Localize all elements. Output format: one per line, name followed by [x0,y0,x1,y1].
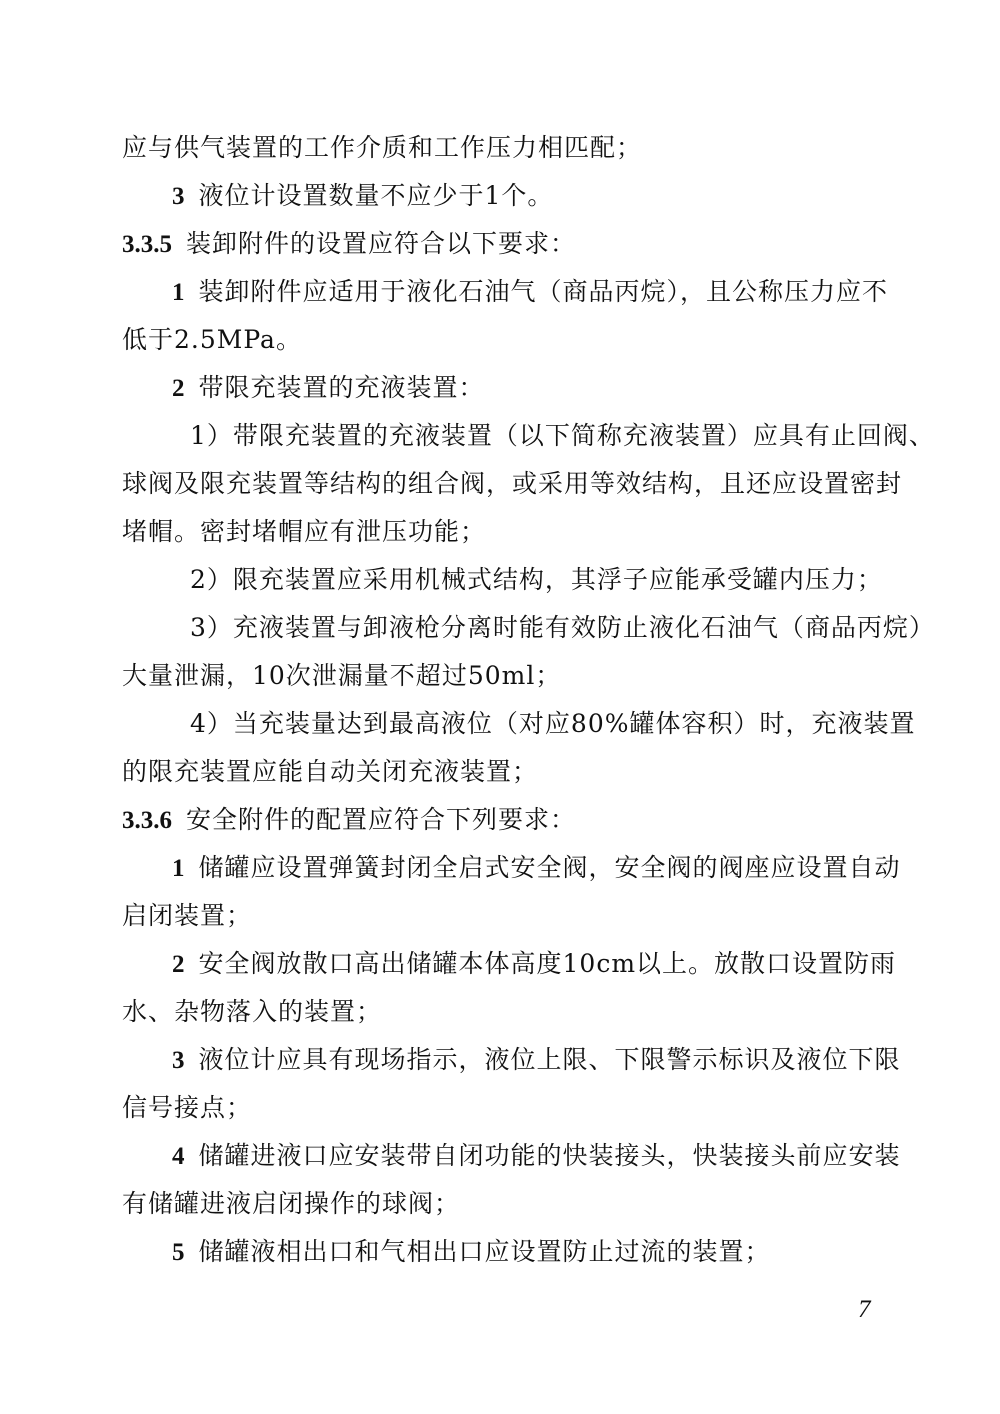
text-line: 水、杂物落入的装置； [122,997,383,1026]
text-line: 球阀及限充装置等结构的组合阀，或采用等效结构，且还应设置密封 [122,469,903,498]
list-item: 5 储罐液相出口和气相出口应设置防止过流的装置； [172,1237,771,1266]
text-line: 有储罐进液启闭操作的球阀； [122,1189,461,1218]
item-number: 3 [172,183,185,210]
sub-item: 2）限充装置应采用机械式结构，其浮子应能承受罐内压力； [190,565,883,594]
list-item: 1 装卸附件应适用于液化石油气（商品丙烷），且公称压力应不 [172,277,889,306]
list-item: 2 安全阀放散口高出储罐本体高度10cm以上。放散口设置防雨 [172,949,897,978]
sub-item: 4）当充装量达到最高液位（对应80%罐体容积）时，充液装置 [190,709,916,738]
list-item: 2 带限充装置的充液装置： [172,373,485,402]
clause-heading: 3.3.5 装卸附件的设置应符合以下要求： [122,229,577,258]
list-item: 3 液位计应具有现场指示，液位上限、下限警示标识及液位下限 [172,1045,901,1074]
list-item: 3 液位计设置数量不应少于1个。 [172,181,554,210]
text-line: 大量泄漏，10次泄漏量不超过50ml； [122,661,562,690]
clause-heading: 3.3.6 安全附件的配置应符合下列要求： [122,805,577,834]
item-number: 3 [172,1047,185,1074]
clause-number: 3.3.6 [122,807,172,834]
page-number: 7 [858,1296,871,1323]
text-line: 堵帽。密封堵帽应有泄压功能； [122,517,487,546]
text-line: 低于2.5MPa。 [122,325,302,354]
clause-number: 3.3.5 [122,231,172,258]
text-line: 启闭装置； [122,901,253,930]
item-number: 2 [172,951,185,978]
sub-item: 3）充液装置与卸液枪分离时能有效防止液化石油气（商品丙烷） [190,613,935,642]
item-number: 5 [172,1239,185,1266]
text-line: 的限充装置应能自动关闭充液装置； [122,757,539,786]
text-line: 信号接点； [122,1093,253,1122]
item-number: 4 [172,1143,185,1170]
list-item: 1 储罐应设置弹簧封闭全启式安全阀，安全阀的阀座应设置自动 [172,853,901,882]
list-item: 4 储罐进液口应安装带自闭功能的快装接头，快装接头前应安装 [172,1141,901,1170]
item-number: 1 [172,855,185,882]
sub-item: 1）带限充装置的充液装置（以下简称充液装置）应具有止回阀、 [190,421,935,450]
item-number: 1 [172,279,185,306]
text-line: 应与供气装置的工作介质和工作压力相匹配； [122,133,643,162]
item-number: 2 [172,375,185,402]
